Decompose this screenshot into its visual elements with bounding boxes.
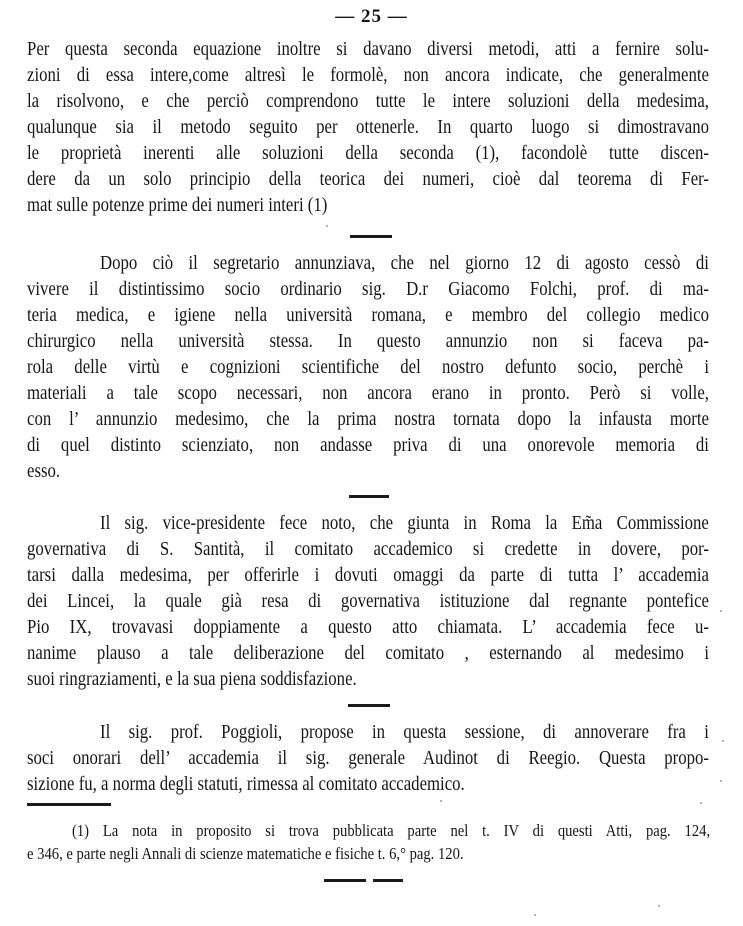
scan-speck [440,800,442,802]
scan-speck [700,802,702,804]
section-separator [350,235,392,238]
text-line: sizione fu, a norma degli statuti, rimessa al comitato accademico. [27,774,465,795]
text-line: nanime plauso a tale deliberazione del comitato , esternando al medesimo i [27,643,709,664]
text-line: le proprietà inerenti alle soluzioni della seconda (1), facondolè tutte discen- [27,143,709,164]
text-line: rola delle virtù e cognizioni scientifiche del nostro defunto socio, perchè i [27,357,709,378]
section-separator [348,704,390,707]
page-number: — 25 — [335,6,408,27]
end-ornament-left [324,879,366,882]
text-line: con l’ annunzio medesimo, che la prima nostra tornata dopo la infausta morte [27,409,709,430]
text-line: tarsi dalla medesima, per offerirle i dovuti omaggi da parte di tutta l’ accademia [27,565,709,586]
scan-speck [658,905,660,907]
text-line: governativa di S. Santità, il comitato accademico si credette in dovere, por- [27,539,709,560]
text-line: vivere il distintissimo socio ordinario sig. D.r Giacomo Folchi, prof. di ma- [27,279,709,300]
text-line: zioni di essa intere,come altresì le formolè, non ancora indicate, che generalmente [27,65,709,86]
scan-speck [720,610,722,612]
text-line: Il sig. vice-presidente fece noto, che giunta in Roma la Em̃a Commissione [100,513,709,534]
scan-speck [534,914,536,916]
text-line: mat sulle potenze prime dei numeri interi (1) [27,195,328,216]
end-ornament-right [373,879,403,882]
text-line: teria medica, e igiene nella università romana, e membro del collegio medico [27,305,709,326]
scan-speck [720,780,722,782]
text-line: chirurgico nella università stessa. In questo annunzio non si faceva pa- [27,331,709,352]
text-line: qualunque sia il metodo seguito per ottenerle. In quarto luogo si dimostravano [27,117,709,138]
text-line: esso. [27,461,61,482]
text-line: suoi ringraziamenti, e la sua piena soddisfazione. [27,669,357,690]
section-separator [349,495,389,498]
text-line: dere da un solo principio della teorica dei numeri, cioè dal teorema di Fer- [27,169,709,190]
scan-speck [326,225,328,227]
text-line: dei Lincei, la quale già resa di governativa istituzione dal regnante pontefice [27,591,709,612]
footnote-line: (1) La nota in proposito si trova pubblicata parte nel t. IV di questi Atti, pag. 124, [72,821,711,840]
scan-speck [722,740,724,742]
text-line: di quel distinto scienziato, non andasse priva di una onorevole memoria di [27,435,709,456]
text-line: Il sig. prof. Poggioli, propose in questa sessione, di annoverare fra i [100,722,709,743]
text-line: materiali a tale scopo necessari, non ancora erano in pronto. Però si volle, [27,383,709,404]
footnote-line: e 346, e parte negli Annali di scienze matematiche e fisiche t. 6,° pag. 120. [27,844,464,863]
text-line: Pio IX, trovavasi doppiamente a questo atto chiamata. L’ accademia fece u- [27,617,709,638]
text-line: Dopo ciò il segretario annunziava, che nel giorno 12 di agosto cessò di [100,253,709,274]
text-line: la risolvono, e che perciò comprendono tutte le intere soluzioni della medesima, [27,91,709,112]
text-line: Per questa seconda equazione inoltre si davano diversi metodi, atti a fernire solu- [27,39,709,60]
footnote-rule [27,803,111,806]
text-line: soci onorari dell’ accademia il sig. generale Audinot di Reegio. Questa propo- [27,748,709,769]
